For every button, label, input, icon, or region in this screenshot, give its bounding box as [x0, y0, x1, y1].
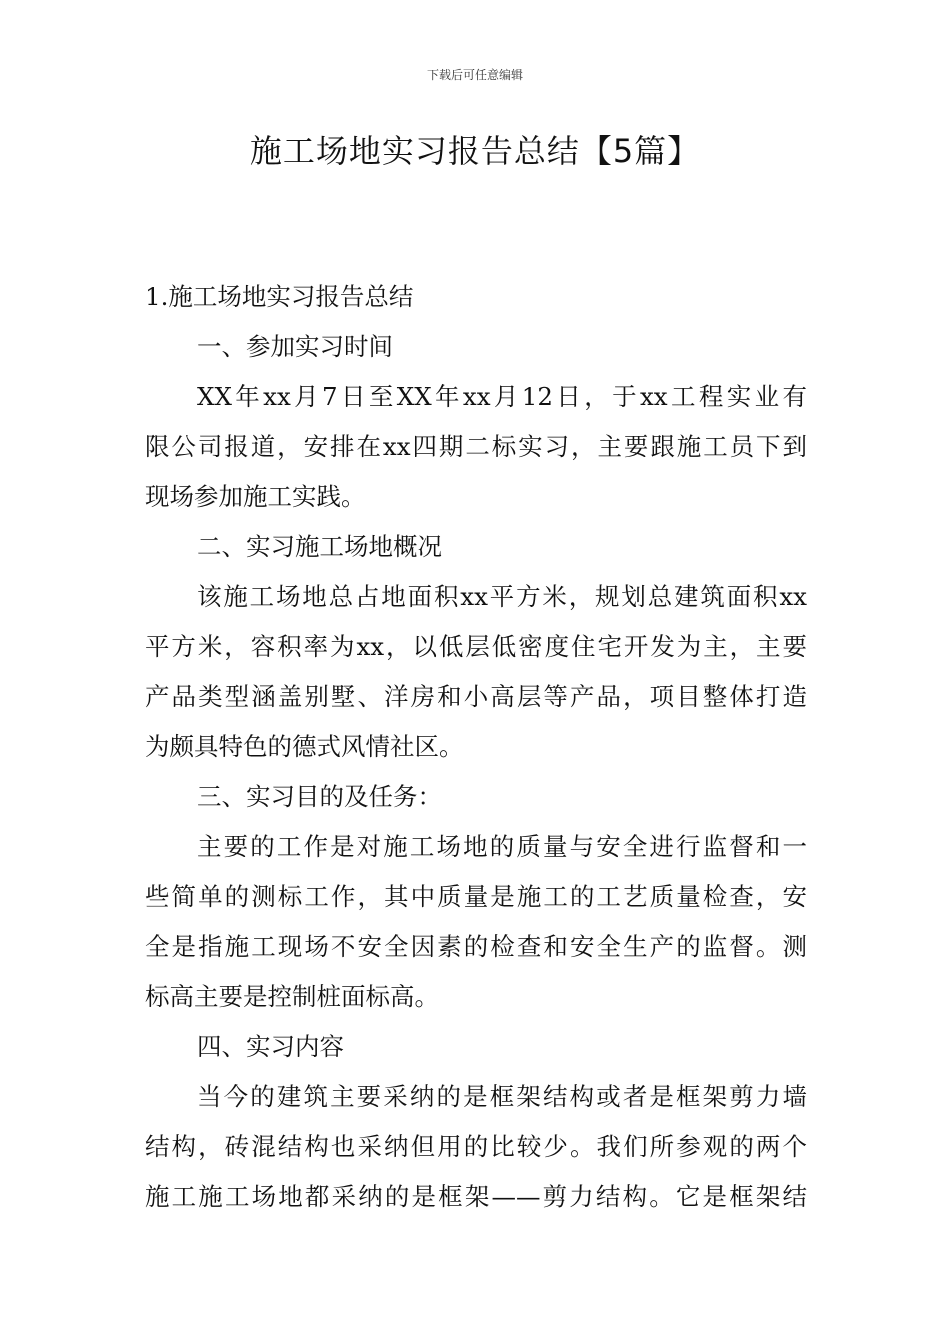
- text-line: 结构，砖混结构也采纳但用的比较少。我们所参观的两个: [145, 1132, 807, 1161]
- text-line: 该施工场地总占地面积xx平方米，规划总建筑面积xx: [197, 582, 807, 611]
- paragraph-lines: [145, 322, 807, 1222]
- text-line: 一、参加实习时间: [197, 332, 393, 361]
- text-line: 产品类型涵盖别墅、洋房和小高层等产品，项目整体打造: [145, 682, 807, 711]
- text-line: XX年xx月7日至XX年xx月12日，于xx工程实业有: [197, 382, 807, 411]
- text-line: 平方米，容积率为xx，以低层低密度住宅开发为主，主要: [145, 632, 807, 661]
- text-line: 四、实习内容: [197, 1032, 344, 1061]
- text-line: 主要的工作是对施工场地的质量与安全进行监督和一: [197, 832, 807, 861]
- text-line: 些简单的测标工作，其中质量是施工的工艺质量检查，安: [145, 882, 807, 911]
- header-note: 下载后可任意编辑: [426, 68, 523, 82]
- text-line: 全是指施工现场不安全因素的检查和安全生产的监督。测: [145, 932, 807, 961]
- section-heading: 1.施工场地实习报告总结: [145, 282, 414, 311]
- text-line: 现场参加施工实践。: [145, 482, 366, 511]
- text-line: 为颇具特色的德式风情社区。: [145, 732, 464, 761]
- document-body: [145, 272, 807, 1222]
- document-title: 施工场地实习报告总结【5篇】: [249, 132, 701, 170]
- text-line: 当今的建筑主要采纳的是框架结构或者是框架剪力墙: [197, 1082, 807, 1111]
- text-line: 限公司报道，安排在xx四期二标实习，主要跟施工员下到: [145, 432, 807, 461]
- text-line: 标高主要是控制桩面标高。: [145, 982, 439, 1011]
- text-line: 三、实习目的及任务：: [197, 782, 442, 811]
- text-line: 二、实习施工场地概况: [197, 532, 442, 561]
- text-line: 施工施工场地都采纳的是框架——剪力结构。它是框架结: [145, 1182, 807, 1211]
